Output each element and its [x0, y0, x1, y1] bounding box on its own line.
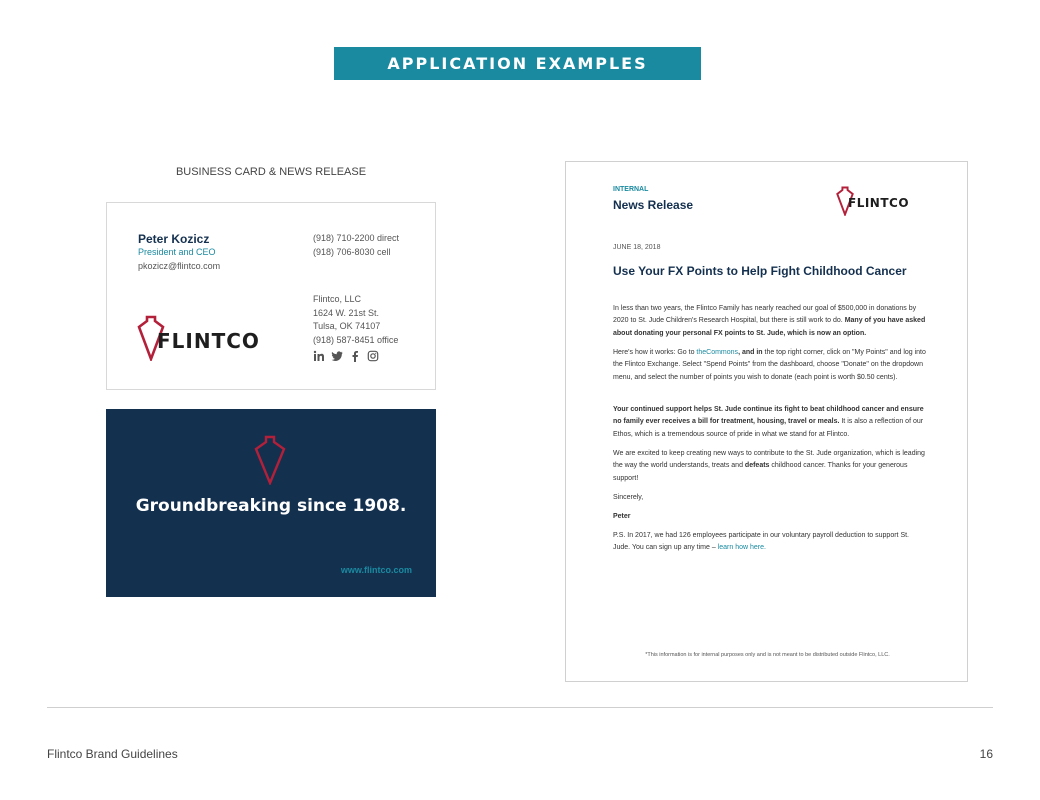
- release-headline: Use Your FX Points to Help Fight Childhood Cancer: [613, 264, 907, 278]
- release-ps: [613, 530, 928, 555]
- card-logo: [137, 315, 260, 361]
- release-paragraph-3: [613, 404, 928, 441]
- facebook-icon: [349, 350, 361, 362]
- card-phone-direct: (918) 710-2200 direct: [313, 233, 400, 243]
- instagram-icon: [367, 350, 379, 362]
- release-p4-text: We are excited to keep creating new ways to contribute to the St. Jude organization, which is leading the way the world understands, treats and: [613, 450, 925, 470]
- twitter-icon: [331, 350, 343, 362]
- business-card-back: [106, 409, 436, 597]
- card-email: pkozicz@flintco.com: [138, 261, 221, 271]
- release-paragraph-2: [613, 347, 928, 384]
- release-paragraph-4: [613, 448, 928, 485]
- page-number: 16: [979, 747, 993, 761]
- release-footer-note: *This information is for internal purposes only and is not meant to be distributed outside Flintco, LLC.: [645, 652, 890, 658]
- release-title: News Release: [613, 198, 694, 212]
- footer-title: Flintco Brand Guidelines: [47, 747, 178, 761]
- release-paragraph-1: [613, 303, 928, 340]
- news-release-page: [565, 161, 968, 682]
- card-street: 1624 W. 21st St.: [313, 307, 380, 318]
- section-banner: APPLICATION EXAMPLES: [334, 47, 701, 80]
- thecommons-link[interactable]: theCommons: [696, 349, 739, 356]
- card-social-icons: [313, 350, 379, 362]
- release-logo: [836, 186, 909, 216]
- business-card-front: [106, 202, 436, 390]
- linkedin-icon: [313, 350, 325, 362]
- release-p2-bold: , and in: [738, 349, 763, 356]
- release-p1-text: In less than two years, the Flintco Family has nearly reached our goal of $500,000 in donations by 2020 to St. Jude Children's Research Hospital, but there is still work to do.: [613, 305, 917, 325]
- release-p3-text: It is also a reflection of our Ethos, which is a tremendous source of pride in what we stand for at Flintco.: [613, 418, 924, 438]
- card-company: Flintco, LLC: [313, 294, 362, 304]
- release-p2-text: Here's how it works: Go to: [613, 349, 697, 356]
- release-p4-bold: defeats: [744, 462, 770, 470]
- release-signature: Peter: [613, 513, 631, 520]
- card-phone-office: (918) 587-8451 office: [313, 334, 399, 345]
- release-logo-text: FLINTCO: [848, 196, 910, 210]
- card-name: Peter Kozicz: [138, 232, 210, 246]
- card-address: [313, 293, 398, 347]
- card-title: President and CEO: [138, 247, 216, 257]
- release-internal-label: INTERNAL: [613, 186, 649, 193]
- release-sign-off: Sincerely,: [613, 494, 644, 501]
- arrowhead-icon: [252, 435, 288, 485]
- release-p3-bold: Your continued support helps St. Jude continue its fight to beat childhood cancer and ensure no family ever receives a bill for treatment, housing, travel or meals.: [613, 406, 924, 426]
- card-logo-text: FLINTCO: [157, 329, 260, 353]
- release-p1-bold: Many of you have asked about donating your personal FX points to St. Jude, which is now an option.: [613, 317, 926, 337]
- section-label: BUSINESS CARD & NEWS RELEASE: [175, 166, 367, 178]
- release-ps-text: P.S. In 2017, we had 126 employees participate in our voluntary payroll deduction to support St. Jude. You can sign up any time –: [613, 532, 909, 552]
- card-tagline: Groundbreaking since 1908.: [135, 496, 407, 516]
- card-phones: [313, 232, 399, 259]
- card-phone-cell: (918) 706-8030 cell: [313, 246, 391, 257]
- learn-how-link[interactable]: learn how here.: [717, 544, 766, 552]
- release-date: JUNE 18, 2018: [613, 244, 661, 251]
- card-city: Tulsa, OK 74107: [313, 321, 381, 331]
- release-p2-rest: the top right corner, click on "My Points" and log into the Flintco Exchange. Select "Spend Points" from the dashboard, choose "Donate" on the dropdown menu, and select the number of points you wish to donate (each point is worth $0.50 cents).: [613, 349, 926, 381]
- release-p4-rest: childhood cancer. Thanks for your generous support!: [613, 462, 908, 482]
- footer-divider: [47, 707, 993, 708]
- card-url: www.flintco.com: [340, 565, 412, 575]
